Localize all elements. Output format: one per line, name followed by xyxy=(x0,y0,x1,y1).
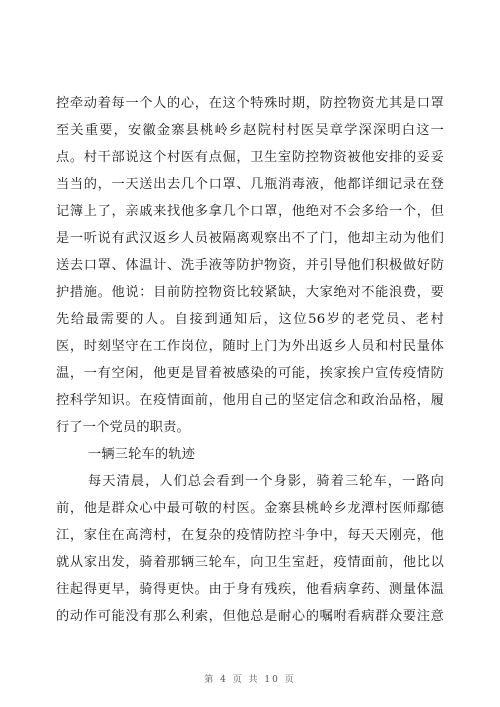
page-footer: 第 4 页 共 10 页 xyxy=(204,675,296,685)
body-line-19: 往起得更早，骑得更快。由于身有残疾，他看病拿药、测量体温 xyxy=(56,582,444,597)
body-line-9: 先给最需要的人。自接到通知后，这位56岁的老党员、老村 xyxy=(56,312,444,327)
section-heading: 一辆三轮车的轨迹 xyxy=(88,447,196,462)
body-line-1: 控牵动着每一个人的心，在这个特殊时期，防控物资尤其是口罩 xyxy=(56,96,444,111)
body-line-6: 是一听说有武汉返乡人员被隔离观察出不了门，他却主动为他们 xyxy=(56,231,444,246)
body-line-20: 的动作可能没有那么利索，但他总是耐心的嘱咐看病群众要注意 xyxy=(56,609,444,624)
body-line-12: 控科学知识。在疫情面前，他用自己的坚定信念和政治品格，履 xyxy=(56,393,444,408)
body-line-2: 至关重要，安徽金寨县桃岭乡赵院村村医吴章学深深明白这一 xyxy=(56,123,444,138)
body-line-15: 每天清晨，人们总会看到一个身影，骑着三轮车，一路向 xyxy=(88,474,444,489)
body-line-3: 点。村干部说这个村医有点倔，卫生室防控物资被他安排的妥妥 xyxy=(56,150,444,165)
body-line-8: 护措施。他说：目前防控物资比较紧缺，大家绝对不能浪费，要 xyxy=(56,285,444,300)
body-line-13: 行了一个党员的职责。 xyxy=(56,420,190,435)
body-line-10: 医，时刻坚守在工作岗位，随时上门为外出返乡人员和村民量体 xyxy=(56,339,444,354)
body-line-17: 江，家住在高湾村，在复杂的疫情防控斗争中，每天天刚亮，他 xyxy=(56,528,444,543)
body-line-16: 前，他是群众心中最可敬的村医。金寨县桃岭乡龙潭村医师鄢德 xyxy=(56,501,444,516)
body-line-5: 记簿上了，亲戚来找他多拿几个口罩，他绝对不会多给一个，但 xyxy=(56,204,444,219)
body-line-7: 送去口罩、体温计、洗手液等防护物资，并引导他们积极做好防 xyxy=(56,258,444,273)
body-line-11: 温，一有空闲，他更是冒着被感染的可能，挨家挨户宣传疫情防 xyxy=(56,366,444,381)
body-line-4: 当当的，一天送出去几个口罩、几瓶消毒液，他都详细记录在登 xyxy=(56,177,444,192)
body-line-18: 就从家出发，骑着那辆三轮车，向卫生室赶，疫情面前，他比以 xyxy=(56,555,444,570)
